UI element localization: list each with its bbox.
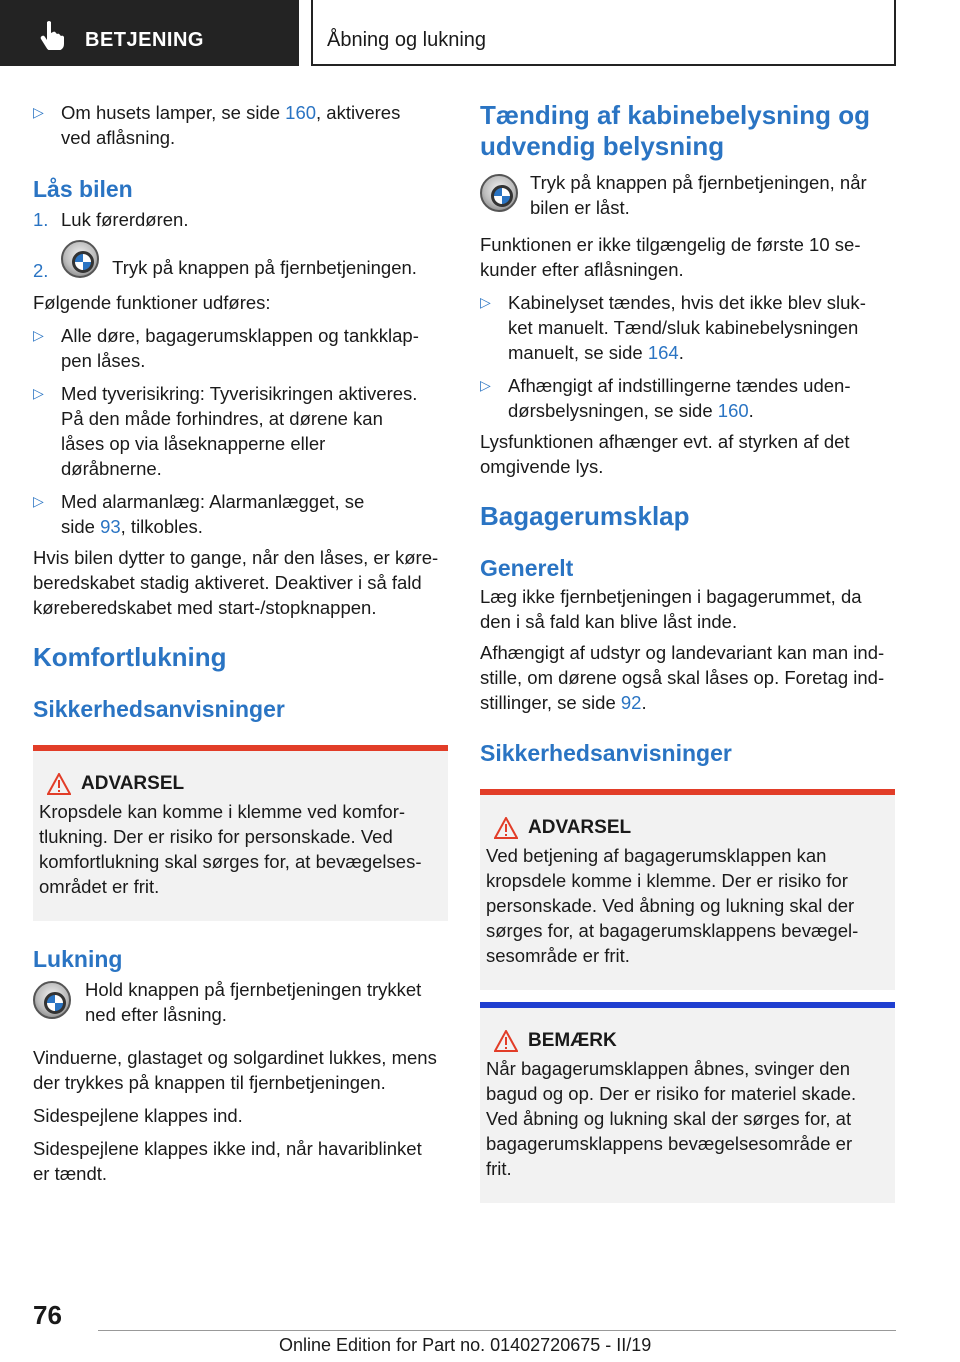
left-column — [33, 100, 448, 1186]
warning-text: Kropsdele kan komme i klemme ved komfortlukning. Der er risiko for personskade. Ved komfortlukning skal sørges for, at bevægelsesområdet er frit. — [39, 801, 422, 897]
paragraph: Vinduerne, glastaget og solgardinet lukkes, mens der trykkes på knappen til fjernbetjeningen. — [33, 1047, 437, 1093]
warning-triangle-icon — [494, 817, 518, 839]
remote-instruction: Tryk på knappen på fjernbetjeningen, når bilen er låst. — [480, 170, 895, 226]
list-item: ▷ Med tyverisikring: Tyverisikringen aktiveres. På den måde forhindres, at dørene kan låses op via låseknapperne eller døråbnerne. — [33, 383, 418, 479]
page-link[interactable]: 160 — [717, 400, 749, 421]
page-link[interactable]: 92 — [620, 692, 642, 713]
page-link[interactable]: 93 — [100, 516, 121, 537]
subsection-heading: Generelt — [480, 555, 574, 581]
paragraph: Sidespejlene klappes ikke ind, når havariblinket er tændt. — [33, 1138, 422, 1184]
step-number: 2. — [33, 260, 49, 281]
paragraph: Følgende funktioner udføres: — [33, 292, 271, 313]
section-heading: Lås bilen — [33, 176, 133, 202]
warning-title: ADVARSEL — [494, 817, 887, 839]
footer-edition: Online Edition for Part no. 01402720675 - II/19 — [279, 1335, 652, 1355]
note-box — [480, 1002, 895, 1203]
subsection-heading: Sikkerhedsanvisninger — [33, 696, 285, 722]
page-link[interactable]: 160 — [285, 102, 317, 123]
paragraph: Afhængigt af udstyr og landevariant kan man indstille, om dørene også skal låses op. Foretag indstillinger, se side 92. — [480, 642, 885, 713]
bmw-remote-key-icon — [61, 240, 99, 278]
list-item: ▷ Om husets lamper, se side 160, aktiveres ved aflåsning. — [33, 102, 401, 148]
warning-triangle-icon — [494, 1030, 518, 1052]
subsection-heading: Sikkerhedsanvisninger — [480, 740, 732, 766]
chapter-tab — [311, 0, 896, 66]
warning-title: ADVARSEL — [47, 773, 440, 795]
subsection-heading: Lukning — [33, 946, 123, 972]
warning-text: Ved betjening af bagagerumsklappen kan kropsdele komme i klemme. Der er risiko for personskade. Ved åbning og lukning skal der sørges for, at bagagerumsklappens bevægelsesområde er frit. — [486, 845, 859, 966]
list-item: 2. Tryk på knappen på fjernbetjeningen. — [33, 240, 448, 284]
warning-box — [33, 745, 448, 921]
section-tab[interactable] — [0, 0, 299, 66]
list-item: ▷ Kabinelyset tændes, hvis det ikke blev slukket manuelt. Tænd/sluk kabinebelysningen manuelt, se side 164. — [480, 292, 866, 363]
bmw-remote-key-icon — [480, 174, 518, 212]
section-heading: Tænding af kabinebelysning og udvendig belysning — [480, 100, 871, 161]
bullet-icon: ▷ — [33, 385, 44, 401]
chapter-label: Åbning og lukning — [327, 29, 487, 51]
list-item: ▷ Alle døre, bagagerumsklappen og tankklappen låses. — [33, 325, 419, 371]
list-item: ▷ Med alarmanlæg: Alarmanlægget, se side 93, tilkobles. — [33, 491, 365, 537]
bullet-icon: ▷ — [33, 327, 44, 343]
footer-divider — [98, 1330, 896, 1331]
paragraph: Hvis bilen dytter to gange, når den låses, er køreberedskabet stadig aktiveret. Deaktiver i så fald køreberedskabet med start-/stopknappen. — [33, 547, 439, 618]
section-label: BETJENING — [85, 29, 204, 51]
step-number: 1. — [33, 209, 49, 230]
hand-pointer-icon — [38, 20, 66, 50]
page-header — [0, 0, 960, 66]
note-text: Når bagagerumsklappen åbnes, svinger den bagud og op. Der er risiko for materiel skade. Ved åbning og lukning skal der sørges for, at bagagerumsklappens bevægelsesområde er frit. — [486, 1058, 857, 1179]
bullet-icon: ▷ — [480, 294, 491, 310]
warning-box — [480, 789, 895, 990]
list-item: 1. Luk førerdøren. — [33, 209, 189, 230]
bullet-icon: ▷ — [33, 104, 44, 120]
bullet-icon: ▷ — [480, 377, 491, 393]
paragraph: Sidespejlene klappes ind. — [33, 1105, 243, 1126]
paragraph: Lysfunktionen afhænger evt. af styrken af det omgivende lys. — [480, 431, 850, 477]
right-column — [480, 100, 895, 1203]
remote-instruction: Hold knappen på fjernbetjeningen trykket ned efter låsning. — [33, 977, 448, 1035]
warning-triangle-icon — [47, 773, 71, 795]
page-link[interactable]: 164 — [647, 342, 679, 363]
note-title: BEMÆRK — [494, 1030, 887, 1052]
bmw-remote-key-icon — [33, 981, 71, 1019]
page-number: 76 — [33, 1300, 62, 1330]
list-item: ▷ Afhængigt af indstillingerne tændes udendørsbelysningen, se side 160. — [480, 375, 851, 421]
section-heading: Komfortlukning — [33, 642, 227, 672]
section-heading: Bagagerumsklap — [480, 501, 690, 531]
bullet-icon: ▷ — [33, 493, 44, 509]
paragraph: Funktionen er ikke tilgængelig de første 10 sekunder efter aflåsningen. — [480, 234, 861, 280]
paragraph: Læg ikke fjernbetjeningen i bagagerummet, da den i så fald kan blive låst inde. — [480, 586, 862, 632]
